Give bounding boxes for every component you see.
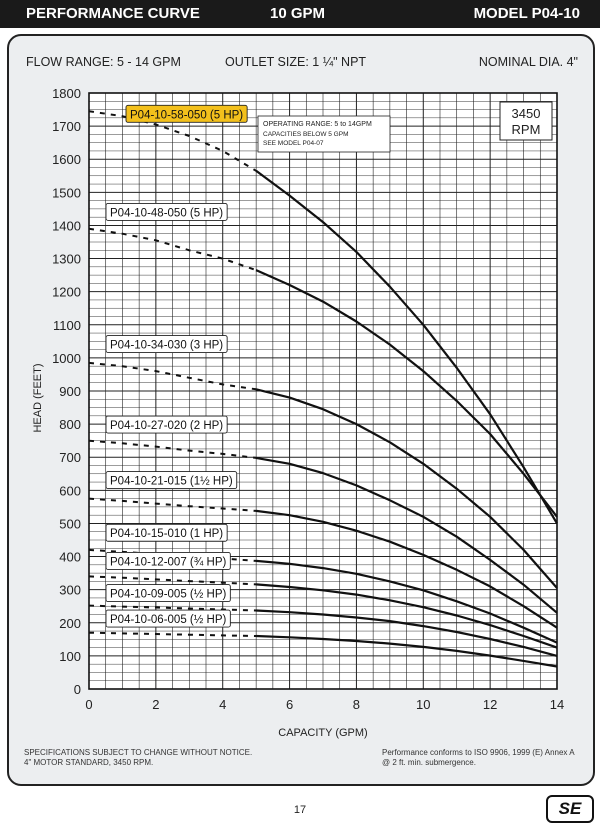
y-tick-label: 300 xyxy=(59,582,81,598)
series-label-text: P04-10-48-050 (5 HP) xyxy=(110,207,224,220)
series-label-1 xyxy=(106,203,227,220)
x-tick-label: 14 xyxy=(549,697,565,712)
flow-range: FLOW RANGE: 5 - 14 GPM xyxy=(26,55,181,69)
x-tick-label: 6 xyxy=(285,697,294,712)
rpm-unit: RPM xyxy=(511,122,541,137)
note-line-1: OPERATING RANGE: 5 to 14GPM xyxy=(263,121,372,128)
y-tick-label: 1100 xyxy=(53,317,81,333)
y-tick-label: 0 xyxy=(73,682,81,697)
series-label-0 xyxy=(126,105,247,122)
series-label-3 xyxy=(106,416,227,433)
note-line-3: SEE MODEL P04-07 xyxy=(263,140,324,147)
footer-right xyxy=(382,748,575,768)
page-number: 17 xyxy=(293,804,307,816)
y-tick-label: 500 xyxy=(59,516,81,532)
y-tick-label: 400 xyxy=(59,549,81,565)
series-label-6 xyxy=(106,552,230,569)
rpm-value: 3450 xyxy=(511,106,541,121)
series-label-2 xyxy=(106,336,227,353)
x-tick-label: 8 xyxy=(352,697,361,712)
y-tick-label: 1400 xyxy=(52,218,81,234)
y-axis-label: HEAD (FEET) xyxy=(32,363,44,433)
header-flow: 10 GPM xyxy=(270,5,326,22)
header-title: PERFORMANCE CURVE xyxy=(26,5,200,22)
footer-left-line-2: 4" MOTOR STANDARD, 3450 RPM. xyxy=(24,758,154,767)
outlet-size: OUTLET SIZE: 1 ¼" NPT xyxy=(225,55,367,69)
operating-note xyxy=(258,116,390,152)
y-tick-label: 1700 xyxy=(52,119,81,135)
series-label-text: P04-10-06-005 (½ HP) xyxy=(110,614,227,627)
x-tick-label: 4 xyxy=(219,697,227,712)
series-label-8 xyxy=(106,610,230,627)
note-line-2: CAPACITIES BELOW 5 GPM xyxy=(263,131,349,138)
y-tick-label: 600 xyxy=(59,483,81,499)
y-tick-label: 1200 xyxy=(52,284,81,300)
header-model: MODEL P04-10 xyxy=(473,5,580,22)
series-label-text: P04-10-58-050 (5 HP) xyxy=(130,109,244,122)
footer-left-line-1: SPECIFICATIONS SUBJECT TO CHANGE WITHOUT NOTICE. xyxy=(24,748,253,757)
series-label-text: P04-10-34-030 (3 HP) xyxy=(110,339,224,352)
series-label-text: P04-10-12-007 (¾ HP) xyxy=(110,556,227,569)
footer-left xyxy=(24,748,252,768)
footer-right-line-1: Performance conforms to ISO 9906, 1999 (E) Annex A xyxy=(382,748,575,757)
footer-right-line-2: @ 2 ft. min. submergence. xyxy=(382,758,476,767)
y-tick-label: 1600 xyxy=(52,152,81,168)
logo-text: SE xyxy=(558,799,582,818)
y-tick-label: 900 xyxy=(59,384,81,399)
x-tick-label: 0 xyxy=(85,697,93,712)
x-tick-label: 12 xyxy=(482,697,498,712)
series-label-text: P04-10-27-020 (2 HP) xyxy=(110,420,224,433)
y-tick-label: 700 xyxy=(59,450,81,466)
company-logo xyxy=(546,795,594,823)
y-tick-label: 1800 xyxy=(52,86,81,101)
series-label-5 xyxy=(106,524,227,541)
x-tick-label: 2 xyxy=(152,697,160,712)
y-tick-label: 1300 xyxy=(52,251,81,267)
rpm-box xyxy=(500,102,552,140)
y-tick-label: 200 xyxy=(59,615,81,631)
x-axis-label: CAPACITY (GPM) xyxy=(278,727,368,739)
series-label-text: P04-10-15-010 (1 HP) xyxy=(110,528,224,541)
series-label-text: P04-10-21-015 (1½ HP) xyxy=(110,475,233,488)
y-tick-label: 800 xyxy=(59,417,81,433)
nominal-dia: NOMINAL DIA. 4" xyxy=(478,55,578,69)
x-tick-label: 10 xyxy=(416,697,431,712)
y-tick-label: 1000 xyxy=(52,350,81,366)
y-tick-label: 100 xyxy=(59,648,81,664)
series-label-7 xyxy=(106,585,230,602)
y-tick-label: 1500 xyxy=(52,185,81,201)
series-label-text: P04-10-09-005 (½ HP) xyxy=(110,588,227,601)
series-label-4 xyxy=(106,472,237,489)
